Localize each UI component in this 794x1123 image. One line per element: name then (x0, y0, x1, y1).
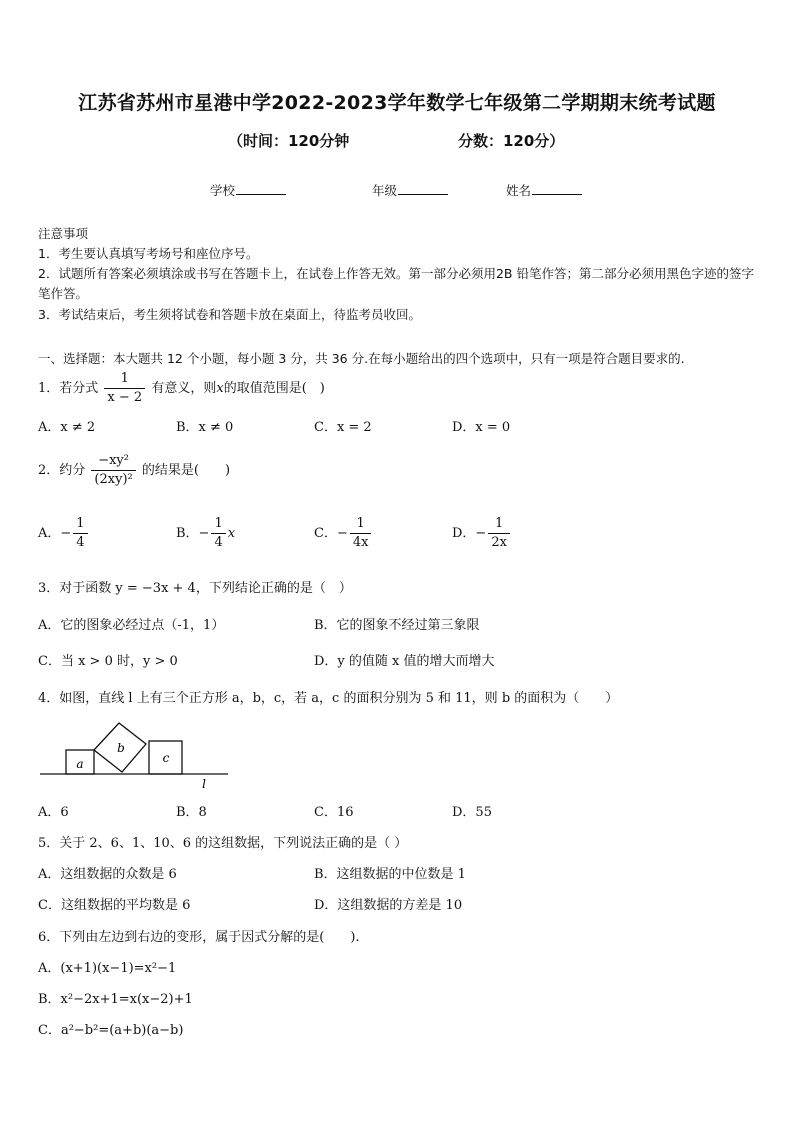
q2-b-den: 4 (214, 535, 223, 550)
q1-post-a: 有意义，则 (151, 381, 217, 396)
q2-denominator: (2xy)² (94, 472, 133, 487)
exam-score: 分数：120分） (458, 132, 565, 150)
school-blank[interactable] (236, 182, 286, 195)
q6-option-c[interactable]: C．a²−b²=(a+b)(a−b) (38, 1023, 184, 1038)
q2-post: 的结果是( ) (141, 463, 231, 478)
question-6: 6．下列由左边到右边的变形，属于因式分解的是( ). (38, 930, 360, 945)
q4-option-b[interactable]: B．8 (176, 805, 207, 820)
q4-label-b: b (117, 741, 125, 755)
exam-title: 江苏省苏州市星港中学2022-2023学年数学七年级第二学期期末统考试题 (78, 92, 716, 114)
q3-option-d[interactable]: D．y 的值随 x 值的增大而增大 (314, 654, 495, 669)
q2-c-num: 1 (350, 515, 372, 534)
q2-b-frac (211, 515, 225, 552)
q2-option-b[interactable] (176, 515, 235, 552)
q2-b-label: B．− (176, 526, 210, 541)
q5-option-c[interactable]: C．这组数据的平均数是 6 (38, 898, 191, 913)
q5-option-a[interactable]: A．这组数据的众数是 6 (38, 867, 177, 882)
q1-fraction (104, 370, 145, 407)
q2-d-num: 1 (488, 515, 510, 534)
name-field (506, 181, 582, 199)
q2-c-frac (350, 515, 372, 552)
q2-a-den: 4 (76, 535, 85, 550)
q1-option-c[interactable]: C．x = 2 (314, 420, 372, 435)
q4-option-a[interactable]: A．6 (38, 805, 69, 820)
q2-option-d[interactable] (452, 515, 512, 552)
q4-label-l: l (202, 777, 206, 791)
question-3: 3．对于函数 y = −3x + 4，下列结论正确的是（ ） (38, 581, 352, 596)
q2-numerator: −xy² (91, 452, 135, 471)
q1-option-b[interactable]: B．x ≠ 0 (176, 420, 234, 435)
q2-d-frac (488, 515, 510, 552)
grade-blank[interactable] (398, 182, 448, 195)
q2-option-c[interactable] (314, 515, 373, 552)
notice-heading: 注意事项 (38, 226, 89, 241)
q6-option-a[interactable]: A．(x+1)(x−1)=x²−1 (38, 961, 177, 976)
q2-option-a[interactable] (38, 515, 90, 552)
q2-a-num: 1 (73, 515, 87, 534)
q1-post-b: 的取值范围是( ) (223, 381, 325, 396)
q2-d-label: D．− (452, 526, 487, 541)
q4-figure (38, 710, 238, 792)
q2-a-frac (73, 515, 87, 552)
q3-option-a[interactable]: A．它的图象必经过点（-1，1） (38, 618, 225, 633)
q4-option-d[interactable]: D．55 (452, 805, 492, 820)
q1-var: x (216, 381, 224, 396)
exam-time: （时间：120分钟 (228, 132, 350, 150)
name-label: 姓名 (506, 183, 532, 198)
q4-option-c[interactable]: C．16 (314, 805, 354, 820)
q2-fraction (91, 452, 135, 489)
question-2 (38, 452, 230, 489)
q4-label-c: c (162, 751, 170, 765)
q1-numerator: 1 (104, 370, 145, 389)
q3-option-c[interactable]: C．当 x > 0 时，y > 0 (38, 654, 178, 669)
q2-b-tail: x (227, 526, 236, 541)
question-4: 4．如图，直线 l 上有三个正方形 a，b，c，若 a，c 的面积分别为 5 和 11，则 b 的面积为（ ） (38, 691, 619, 706)
q2-a-label: A．− (38, 526, 72, 541)
section-heading: 一、选择题：本大题共 12 个小题，每小题 3 分，共 36 分.在每小题给出的四个选项中，只有一项是符合题目要求的. (38, 351, 685, 366)
q1-option-d[interactable]: D．x = 0 (452, 420, 511, 435)
q2-c-den: 4x (352, 535, 369, 550)
school-label: 学校 (210, 183, 236, 198)
q2-pre: 2．约分 (38, 463, 86, 478)
grade-field (372, 181, 448, 199)
grade-label: 年级 (372, 183, 398, 198)
q1-pre: 1．若分式 (38, 381, 99, 396)
q1-option-a[interactable]: A．x ≠ 2 (38, 420, 96, 435)
question-5: 5．关于 2、6、1、10、6 的这组数据，下列说法正确的是（ ） (38, 836, 408, 851)
question-1 (38, 370, 325, 407)
q2-b-num: 1 (211, 515, 225, 534)
q5-option-d[interactable]: D．这组数据的方差是 10 (314, 898, 463, 913)
school-field (210, 181, 286, 199)
q4-label-a: a (76, 757, 84, 771)
notice-item-3: 3．考试结束后，考生须将试卷和答题卡放在桌面上，待监考员收回。 (38, 307, 421, 322)
q1-denominator: x − 2 (107, 390, 143, 405)
q3-option-b[interactable]: B．它的图象不经过第三象限 (314, 618, 480, 633)
q5-option-b[interactable]: B．这组数据的中位数是 1 (314, 867, 466, 882)
name-blank[interactable] (532, 182, 582, 195)
notice-item-1: 1．考生要认真填写考场号和座位序号。 (38, 246, 259, 261)
q2-d-den: 2x (491, 535, 507, 550)
q6-option-b[interactable]: B．x²−2x+1=x(x−2)+1 (38, 992, 193, 1007)
notice-item-2: 2．试题所有答案必须填涂或书写在答题卡上，在试卷上作答无效。第一部分必须用2B 铅笔作答；第二部分必须用黑色字迹的签字笔作答。 (38, 266, 754, 301)
q2-c-label: C．− (314, 526, 348, 541)
